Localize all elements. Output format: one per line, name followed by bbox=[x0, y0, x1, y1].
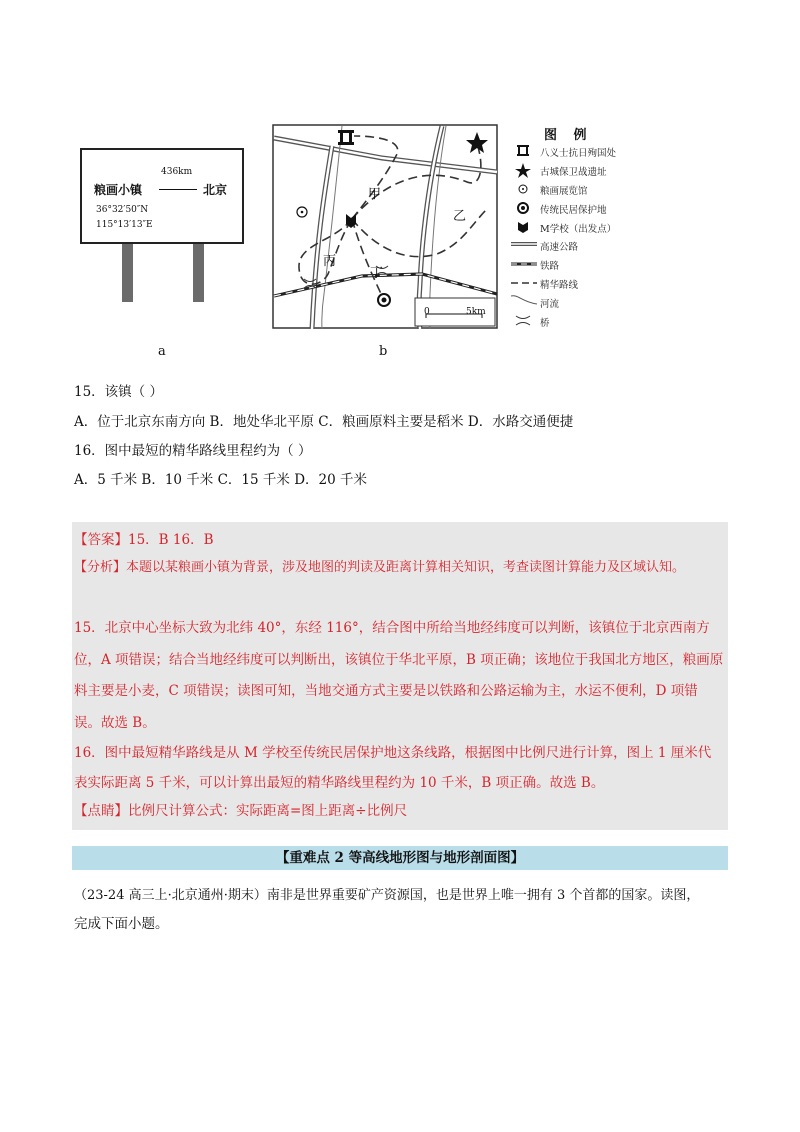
sign-post-right bbox=[193, 244, 204, 302]
sign-distance-line bbox=[159, 189, 197, 190]
legend-label-memorial: 八义士抗日殉国处 bbox=[540, 148, 617, 159]
legend-label-bridge: 桥 bbox=[540, 318, 550, 329]
legend-label-highway: 高速公路 bbox=[540, 242, 579, 253]
tip-line: 【点睛】比例尺计算公式：实际距离=图上距离÷比例尺 bbox=[74, 803, 408, 819]
question-16-stem: 16．图中最短的精华路线里程约为（ ） bbox=[74, 443, 312, 459]
sign-post-left bbox=[122, 244, 133, 302]
map-label-ding: 丁 bbox=[370, 266, 384, 281]
sign-town-name: 粮画小镇 bbox=[94, 183, 143, 197]
sign-longitude: 115°13′13″E bbox=[96, 220, 153, 230]
route-map bbox=[272, 124, 498, 329]
legend-symbols bbox=[510, 144, 538, 330]
question-15-options: A．位于北京东南方向 B．地处华北平原 C．粮画原料主要是稻米 D．水路交通便捷 bbox=[74, 414, 574, 430]
section-intro-line-1: （23-24 高三上·北京通州·期末）南非是世界重要矿产资源国，也是世界上唯一拥有 3 个首都的国家。读图， bbox=[74, 888, 700, 903]
figure-b-caption: b bbox=[379, 344, 388, 359]
question-16-options: A．5 千米 B．10 千米 C．15 千米 D．20 千米 bbox=[74, 472, 367, 488]
legend-label-railway: 铁路 bbox=[540, 261, 560, 272]
scale-length: 5km bbox=[466, 307, 486, 317]
legend-title: 图 例 bbox=[544, 128, 593, 143]
museum-icon bbox=[297, 207, 307, 217]
legend-memorial-icon bbox=[517, 145, 529, 156]
legend-label-star: 古城保卫战遗址 bbox=[540, 167, 607, 178]
question-15-stem: 15．该镇（ ） bbox=[74, 384, 163, 400]
detail-15: 15．北京中心坐标大致为北纬 40°，东经 116°，结合图中所给当地经纬度可以判断，该镇位于北京西南方位，A 项错误；结合当地经纬度可以判断出，该镇位于华北平原，B 项正确；该地位于我国北方地区，粮画原料主要是小麦，C 项错误；读图可知，当地交通方式主要是以铁路和公路运输为主，水运不便利，D 项错误。故选 B。 bbox=[74, 620, 724, 731]
scale-zero: 0 bbox=[424, 307, 430, 317]
legend-museum-icon bbox=[519, 185, 527, 193]
legend-label-route: 精华路线 bbox=[540, 280, 579, 291]
sign-city-name: 北京 bbox=[203, 183, 228, 197]
section-header: 【重难点 2 等高线地形图与地形剖面图】 bbox=[72, 846, 728, 870]
legend-heritage-icon bbox=[518, 203, 528, 213]
legend-school-icon bbox=[518, 222, 528, 233]
legend-bridge-icon bbox=[516, 316, 530, 325]
legend-river-icon bbox=[511, 296, 537, 304]
analysis-line: 【分析】本题以某粮画小镇为背景，涉及地图的判读及距离计算相关知识，考查读图计算能力及区域认知。 bbox=[74, 560, 686, 575]
answer-line: 【答案】15．B 16．B bbox=[74, 532, 214, 548]
map-label-jia: 甲 bbox=[368, 187, 382, 202]
legend-label-heritage: 传统民居保护地 bbox=[540, 205, 607, 216]
detail-16: 16．图中最短精华路线是从 M 学校至传统民居保护地这条线路，根据图中比例尺进行计算，图上 1 厘米代表实际距离 5 千米，可以计算出最短的精华路线里程约为 10 千米，B 项正确。故选 B。 bbox=[74, 745, 712, 791]
map-label-bing: 丙 bbox=[323, 254, 337, 269]
legend-star-icon bbox=[515, 163, 531, 178]
figure-a-caption: a bbox=[158, 344, 166, 359]
sign-latitude: 36°32′50″N bbox=[96, 205, 149, 215]
sign-distance: 436km bbox=[161, 167, 193, 177]
legend-label-museum: 粮画展览馆 bbox=[540, 186, 588, 197]
map-label-yi: 乙 bbox=[453, 209, 467, 224]
heritage-icon bbox=[378, 294, 390, 306]
legend-label-river: 河流 bbox=[540, 299, 560, 310]
legend-label-school: M学校（出发点） bbox=[540, 224, 617, 235]
section-intro-line-2: 完成下面小题。 bbox=[74, 916, 169, 932]
